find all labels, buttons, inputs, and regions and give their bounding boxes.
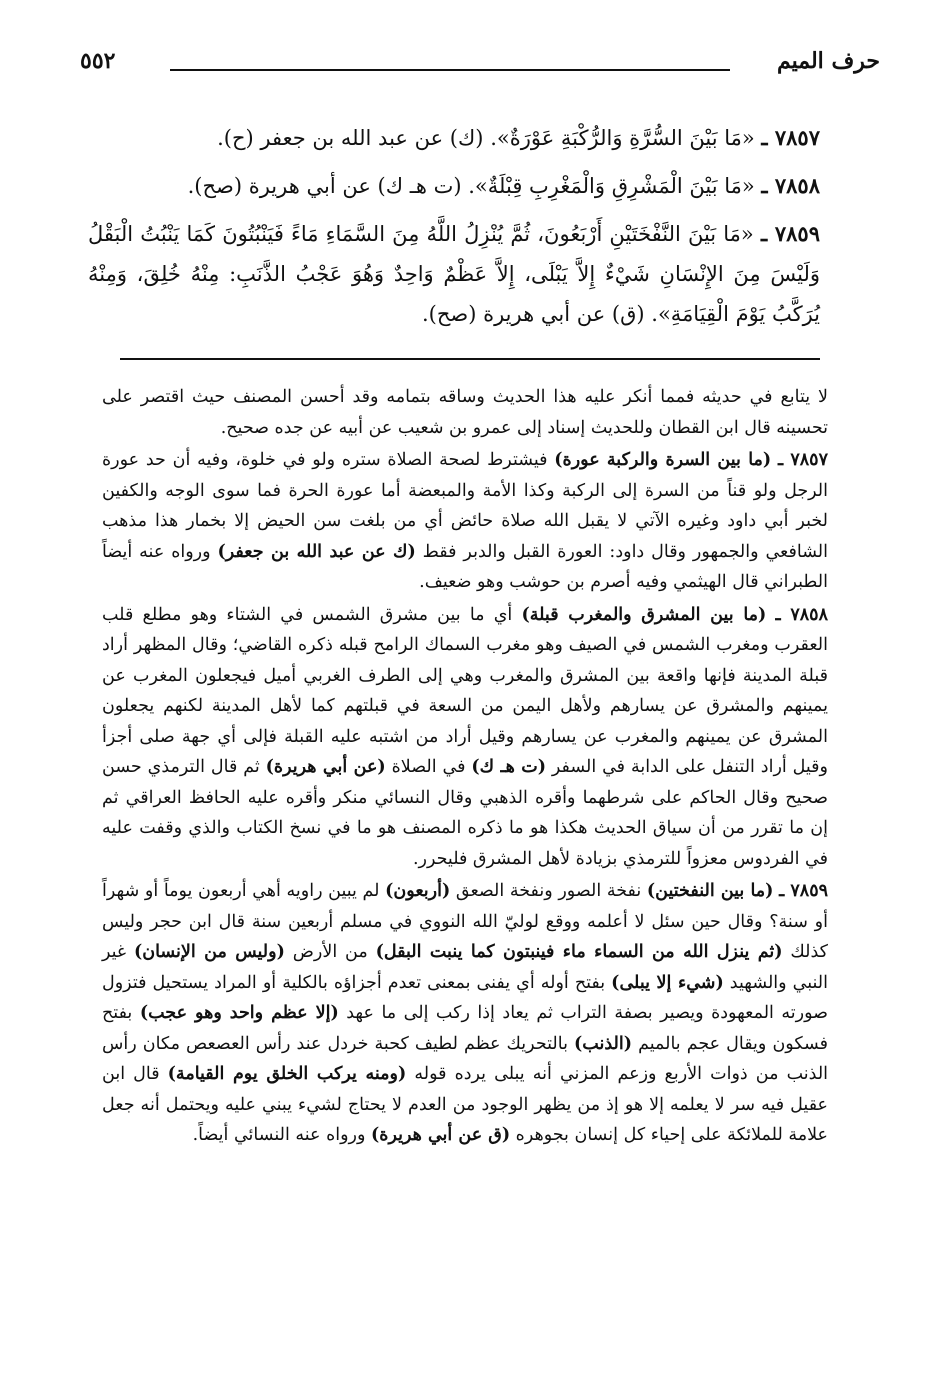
page-number: ٥٥٢ (80, 48, 116, 74)
commentary-section (102, 382, 828, 1153)
commentary-text: بالتحريك عظم لطيف كحبة خردل عند رأس العصعص مكان رأس الذنب من ذوات الأربع وزعم المزني أنه يبلى يرده قوله (102, 1033, 829, 1084)
header-rule (170, 69, 730, 71)
commentary-number: ٧٨٥٩ ـ (779, 881, 828, 901)
quoted-phrase: (ت هـ ك) (471, 757, 546, 777)
footnote-separator (120, 358, 820, 360)
quoted-phrase: (ما بين المشرق والمغرب قبلة) (521, 604, 767, 625)
commentary-text: فيشترط لصحة الصلاة ستره ولو في خلوة، وفيه أن حد عورة الرجل ولو قناً من السرة إلى الركبة وكذا الأمة والمبعضة أما عورة الحرة فما سوى الوجه والكفين لخبر أبي داود وغيره الآتي لا يقبل الله صلاة حائض أي من بلغت سن الحيض إلا بخمار هذا مذهب الشافعي والجمهور وقال داود: العورة القبل والدبر فقط (102, 450, 828, 562)
quoted-phrase: (ما بين السرة والركبة عورة) (554, 450, 772, 470)
quoted-phrase: (الذنب) (574, 1033, 632, 1054)
commentary-text: بفتح أوله أي يفنى بمعنى تعدم أجزاؤه بالكلية أو المراد يستحيل فتزول صورته المعهودة ويصير بصفة التراب ثم يعاد إذا ركب إلى ما عهد (102, 972, 828, 1023)
quoted-phrase: (ك عن عبد الله بن جعفر) (217, 541, 416, 562)
quoted-phrase: (ثم ينزل الله من السماء ماء فينبتون كما ينبت البقل) (375, 942, 783, 962)
quoted-phrase: (ق عن أبي هريرة) (371, 1125, 511, 1145)
hadith-number: ٧٨٥٨ ـ (761, 173, 820, 198)
commentary-7859 (102, 876, 828, 1151)
commentary-number: ٧٨٥٧ ـ (777, 450, 828, 470)
quoted-phrase: (ما بين النفختين) (646, 881, 774, 901)
quoted-phrase: (وليس من الإنسان) (133, 942, 285, 962)
hadith-source: (ك) عن عبد الله بن جعفر (ح). (217, 126, 484, 150)
hadith-text: «مَا بَيْنَ الْمَشْرِقِ وَالْمَغْرِبِ قِبْلَةٌ». (468, 174, 755, 198)
hadith-text: «مَا بَيْنَ السُّرَّةِ وَالرُّكْبَةِ عَوْرَةٌ». (490, 126, 755, 150)
commentary-text: قال ابن عقيل فيه سر لا يعلمه إلا هو إذ من يظهر الوجود من العدم لا يحتاج لشيء يبني عليه ويحتمل أنه جعل علامة للملائكة على إحياء كل إنسان بجوهره (102, 1064, 828, 1145)
commentary-text: نفخة الصور ونفخة الصعق (450, 881, 647, 901)
quoted-phrase: (أربعون) (385, 881, 451, 901)
page-header (80, 48, 880, 84)
commentary-text: ورواه عنه النسائي أيضاً. (192, 1125, 372, 1145)
commentary-text: غير النبي والشهيد (102, 942, 828, 993)
hadith-section (88, 118, 820, 342)
quoted-phrase: (شيء إلا يبلى) (611, 972, 724, 993)
quoted-phrase: (إلا عظم واحد وهو عجب) (139, 1003, 339, 1023)
hadith-source: (ت هـ ك) عن أبي هريرة (صح). (187, 174, 462, 198)
commentary-text: ثم قال الترمذي حسن صحيح وقال الحاكم على شرطهما وأقره الذهبي وقال النسائي منكر وأقره عليه الحافظ العراقي ثم إن ما تقرر من أن سياق الحديث هكذا هو ما ذكره المصنف هو ما في نسخ الكتاب والذي وقفت عليه في الفردوس معزواً للترمذي بزيادة لأهل المشرق فليحرر. (102, 757, 828, 869)
hadith-text: «مَا بَيْنَ النَّفْخَتَيْنِ أَرْبَعُونَ، ثُمَّ يُنْزِلُ اللَّهُ مِنَ السَّمَاءِ مَاءً فَيَنْبُتُونَ كَمَا يَنْبُتُ الْبَقْلُ وَلَيْسَ مِنَ الإِنْسَانِ شَيْءٌ إِلاَّ يَبْلَى، إِلاَّ عَظْمٌ وَاحِدٌ وَهُوَ عَجْبُ الذَّنَبِ: مِنْهُ خُلِقَ، وَمِنْهُ يُرَكَّبُ يَوْمَ الْقِيَامَةِ». (88, 222, 820, 326)
commentary-number: ٧٨٥٨ ـ (775, 604, 828, 625)
chapter-title: حرف الميم (776, 48, 880, 74)
hadith-source: (ق) عن أبي هريرة (صح). (421, 302, 645, 326)
commentary-text: أي ما بين مشرق الشمس في الشتاء وهو مطلع قلب العقرب ومغرب الشمس في الصيف وهو مغرب السماك الرامح قبله ذكره القاضي؛ وقال المظهر أراد قبلة المدينة فإنها واقعة بين المشرق والمغرب وهي إلى الطرف الغربي أميل فيجعلون المغرب عن يمينهم والمشرق عن يسارهم ولأهل اليمن من السعة في قبلتهم كما لأهل المدينة لكنهم يجعلون المشرق عن يمينهم والمغرب عن يسارهم وقيل أراد من اشتبه عليه القبلة فإلى أي جهة صلى أجزأ وقيل أراد التنفل على الدابة في السفر (102, 604, 829, 777)
commentary-text: لم يبين راويه أهي أربعون يوماً أو شهراً أو سنة؟ وقال حين سئل لا أعلمه ووقع لوليّ الله النووي في مسلم أربعين سنة قال ابن حجر وليس كذلك (102, 881, 829, 962)
commentary-text: من الأرض (284, 942, 376, 962)
commentary-7857 (102, 445, 828, 598)
commentary-text: بفتح فسكون ويقال عجم بالميم (102, 1003, 828, 1054)
hadith-7859 (88, 214, 820, 334)
commentary-text: في الصلاة (385, 757, 472, 777)
commentary-intro: لا يتابع في حديثه فمما أنكر عليه هذا الحديث وساقه بتمامه وقد أحسن المصنف حيث اقتصر على تحسينه قال ابن القطان وللحديث إسناد إلى عمرو بن شعيب عن أبيه عن جده صحيح. (102, 387, 828, 438)
hadith-7858 (88, 166, 820, 206)
hadith-number: ٧٨٥٧ ـ (761, 125, 820, 150)
commentary-7858 (102, 600, 828, 875)
hadith-7857 (88, 118, 820, 158)
quoted-phrase: (عن أبي هريرة) (265, 757, 386, 777)
quoted-phrase: (ومنه يركب الخلق يوم القيامة) (167, 1064, 407, 1084)
commentary-text: ورواه عنه أيضاً الطبراني قال الهيثمي وفيه أصرم بن حوشب وهو ضعيف. (102, 541, 828, 592)
hadith-number: ٧٨٥٩ ـ (760, 221, 820, 246)
